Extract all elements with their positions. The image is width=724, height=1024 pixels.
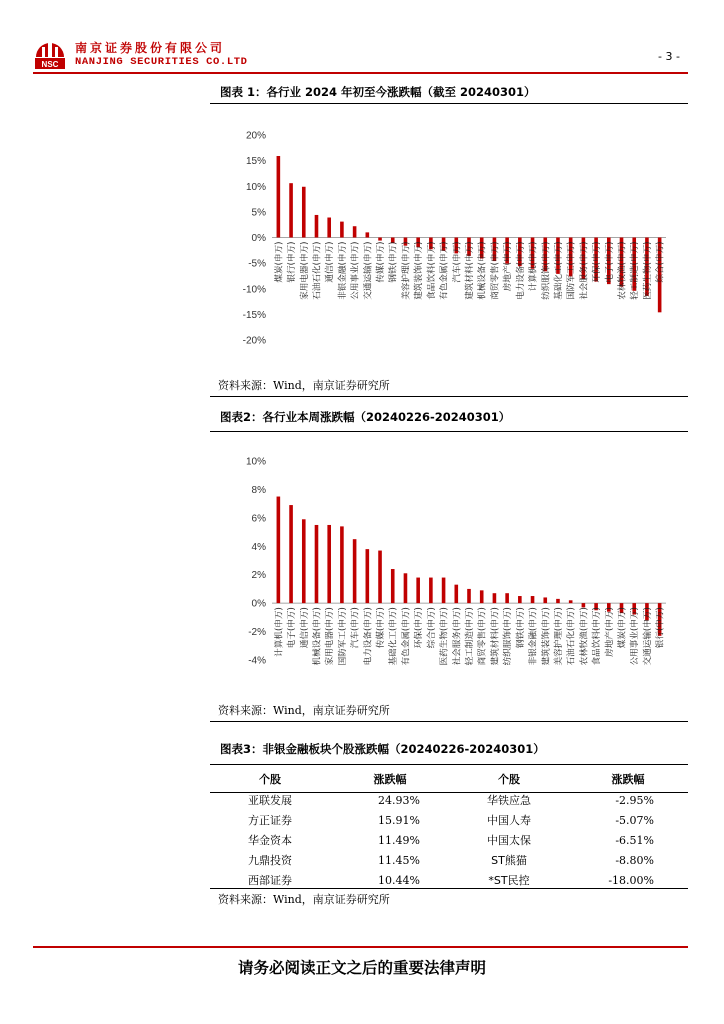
y-tick-label: 6%	[251, 513, 266, 525]
bar	[315, 215, 319, 238]
y-tick-label: 15%	[245, 156, 266, 168]
bar	[378, 238, 382, 241]
category-label: 医药生物(申万)	[439, 607, 450, 666]
category-label: 非银金融(申万)	[337, 241, 348, 300]
bar	[480, 590, 484, 603]
bar	[378, 551, 382, 604]
category-label: 电子(申万)	[604, 241, 615, 283]
category-label: 社会服务(申万)	[452, 607, 463, 666]
category-label: 建筑装饰(申万)	[541, 607, 552, 666]
table-bottom-rule	[210, 888, 688, 889]
figure1-source-rule	[210, 396, 688, 397]
category-label: 汽车(申万)	[452, 241, 463, 283]
change-cell: 10.44%	[378, 873, 420, 887]
category-label: 环保(申万)	[592, 241, 603, 283]
y-tick-label: -2%	[248, 627, 266, 639]
figure3-title: 图表3：非银金融板块个股涨跌幅（20240226-20240301）	[220, 742, 545, 756]
stock-name-cell: 西部证券	[248, 874, 292, 887]
bar	[442, 578, 446, 604]
bar	[493, 593, 497, 603]
category-label: 银行(申万)	[287, 241, 298, 283]
category-label: 传媒(申万)	[376, 607, 387, 649]
bar	[429, 578, 433, 604]
figure1-title: 图表 1：各行业 2024 年初至今涨跌幅（截至 20240301）	[220, 85, 536, 99]
industry-weekly-bar-chart	[210, 450, 688, 695]
bar	[454, 585, 458, 603]
y-tick-label: 4%	[251, 541, 266, 553]
table-row	[210, 790, 688, 810]
table-row	[210, 850, 688, 870]
category-label: 通信(申万)	[325, 241, 336, 283]
bar	[366, 232, 370, 237]
category-label: 有色金属(申万)	[439, 241, 450, 300]
change-cell: 11.49%	[378, 833, 420, 847]
category-label: 基础化工(申万)	[553, 241, 564, 300]
category-label: 计算机(申万)	[274, 607, 285, 657]
category-label: 建筑材料(申万)	[465, 241, 475, 300]
bar	[302, 187, 306, 238]
category-label: 国防军工(申万)	[566, 241, 577, 300]
page-number: - 3 -	[658, 50, 680, 63]
y-tick-label: -4%	[248, 655, 266, 667]
table-header-row	[210, 768, 688, 790]
bar	[327, 525, 331, 603]
bar	[366, 549, 370, 603]
bar	[277, 156, 281, 237]
stock-name-cell: ST熊猫	[491, 854, 527, 867]
category-label: 纺织服饰(申万)	[503, 607, 514, 666]
category-label: 机械设备(申万)	[477, 241, 488, 300]
bar	[467, 589, 471, 603]
category-label: 商贸零售(申万)	[477, 607, 488, 666]
stock-name-cell: 华铁应急	[487, 794, 531, 807]
y-tick-label: -15%	[242, 309, 266, 321]
figure1-title-rule	[210, 103, 688, 104]
bar	[518, 596, 522, 603]
category-label: 通信(申万)	[299, 607, 310, 649]
bar	[543, 597, 547, 603]
footer-rule	[33, 946, 688, 948]
table-row	[210, 870, 688, 890]
figure2-title-rule	[210, 431, 688, 432]
y-tick-label: -20%	[242, 335, 266, 347]
stock-name-cell: 中国人寿	[487, 814, 531, 827]
category-label: 综合(申万)	[426, 607, 437, 649]
y-tick-label: 10%	[245, 456, 266, 468]
category-label: 电力设备(申万)	[363, 607, 374, 666]
y-tick-label: 0%	[251, 598, 266, 610]
bar	[416, 578, 420, 604]
category-label: 银行(申万)	[655, 607, 666, 649]
figure3-source: 资料来源：Wind，南京证券研究所	[218, 893, 390, 906]
stock-name-cell: 方正证券	[248, 814, 292, 827]
change-cell: -18.00%	[608, 873, 654, 887]
category-label: 农林牧渔(申万)	[617, 241, 628, 300]
y-tick-label: 2%	[251, 570, 266, 582]
bar	[531, 596, 535, 603]
bar	[302, 519, 306, 603]
category-label: 有色金属(申万)	[401, 607, 412, 666]
category-label: 煤炭(申万)	[274, 241, 285, 283]
stock-name-cell: 亚联发展	[248, 794, 292, 807]
company-name-en: NANJING SECURITIES CO.LTD	[75, 56, 248, 68]
category-label: 环保(申万)	[414, 607, 425, 649]
category-label: 农林牧渔(申万)	[579, 607, 590, 666]
table-header-cell: 个股	[498, 773, 520, 786]
category-label: 社会服务(申万)	[579, 241, 590, 300]
category-label: 美容护理(申万)	[401, 241, 412, 300]
bar	[353, 226, 357, 237]
table-header-rule	[210, 792, 688, 793]
y-tick-label: 20%	[245, 130, 266, 142]
bar	[315, 525, 319, 603]
category-label: 汽车(申万)	[350, 607, 361, 649]
y-tick-label: 0%	[251, 233, 266, 244]
category-label: 机械设备(申万)	[312, 607, 323, 666]
bar	[289, 183, 293, 237]
category-label: 非银金融(申万)	[528, 607, 539, 666]
change-cell: -2.95%	[615, 793, 654, 807]
bar	[404, 573, 408, 603]
category-label: 公用事业(申万)	[350, 241, 361, 300]
bar	[569, 600, 573, 603]
category-label: 家用电器(申万)	[325, 607, 336, 666]
category-label: 石油石化(申万)	[566, 607, 577, 666]
y-tick-label: 10%	[245, 181, 266, 193]
category-label: 煤炭(申万)	[617, 607, 628, 649]
category-label: 交通运输(申万)	[363, 241, 374, 300]
category-label: 食品饮料(申万)	[426, 241, 437, 300]
y-tick-label: 5%	[251, 207, 266, 219]
table-header-cell: 涨跌幅	[611, 773, 645, 786]
y-tick-label: -5%	[248, 258, 266, 270]
category-label: 房地产(申万)	[604, 607, 615, 657]
category-label: 传媒(申万)	[376, 241, 387, 283]
nsc-logo-icon	[33, 37, 67, 71]
category-label: 轻工制造(申万)	[465, 607, 475, 666]
category-label: 交通运输(申万)	[642, 607, 653, 666]
stock-name-cell: 中国太保	[487, 834, 531, 847]
category-label: 美容护理(申万)	[553, 607, 564, 666]
category-label: 国防军工(申万)	[337, 607, 348, 666]
category-label: 钢铁(申万)	[515, 607, 526, 649]
stock-name-cell: 华金资本	[248, 834, 292, 847]
category-label: 钢铁(申万)	[388, 241, 399, 283]
change-cell: 11.45%	[378, 853, 420, 867]
stock-name-cell: 九鼎投资	[248, 854, 292, 867]
change-cell: -5.07%	[615, 813, 654, 827]
category-label: 电子(申万)	[287, 607, 298, 649]
category-label: 食品饮料(申万)	[592, 607, 603, 666]
change-cell: -8.80%	[615, 853, 654, 867]
category-label: 电力设备(申万)	[515, 241, 526, 300]
table-row	[210, 810, 688, 830]
category-label: 医药生物(申万)	[642, 241, 653, 300]
bar	[353, 539, 357, 603]
y-tick-label: -10%	[242, 284, 266, 296]
category-label: 商贸零售(申万)	[490, 241, 501, 300]
company-logo	[33, 37, 67, 71]
category-label: 石油石化(申万)	[312, 241, 323, 300]
bar	[505, 593, 509, 603]
bar	[340, 526, 344, 603]
legal-notice: 请务必阅读正文之后的重要法律声明	[237, 959, 486, 977]
category-label: 家用电器(申万)	[299, 241, 310, 300]
figure2-source-rule	[210, 721, 688, 722]
category-label: 建筑装饰(申万)	[414, 241, 425, 300]
stock-name-cell: *ST民控	[488, 874, 530, 887]
table-row	[210, 830, 688, 850]
figure2-source: 资料来源：Wind，南京证券研究所	[218, 704, 390, 717]
industry-ytd-bar-chart	[210, 118, 688, 373]
category-label: 纺织服饰(申万)	[541, 241, 552, 300]
change-cell: 24.93%	[378, 793, 420, 807]
bar	[277, 497, 281, 604]
bar	[556, 599, 560, 603]
bar	[289, 505, 293, 603]
change-cell: 15.91%	[378, 813, 420, 827]
category-label: 房地产(申万)	[503, 241, 514, 292]
nonbank-stock-table	[210, 768, 688, 890]
table-header-cell: 涨跌幅	[373, 773, 407, 786]
figure2-title: 图表2：各行业本周涨跌幅（20240226-20240301）	[220, 410, 511, 424]
category-label: 建筑材料(申万)	[490, 607, 501, 666]
bar	[582, 603, 586, 607]
category-label: 计算机(申万)	[528, 241, 539, 292]
category-label: 综合(申万)	[655, 241, 666, 283]
figure1-source: 资料来源：Wind，南京证券研究所	[218, 379, 390, 392]
header-rule	[33, 72, 688, 74]
company-name-cn: 南京证券股份有限公司	[75, 41, 226, 55]
category-label: 公用事业(申万)	[630, 607, 641, 666]
svg-text:NSC: NSC	[41, 60, 59, 69]
change-cell: -6.51%	[615, 833, 654, 847]
figure3-title-rule	[210, 764, 688, 765]
bar	[327, 218, 331, 238]
bar	[391, 569, 395, 603]
table-header-cell: 个股	[259, 773, 281, 786]
category-label: 基础化工(申万)	[388, 607, 399, 666]
bar	[340, 222, 344, 238]
y-tick-label: 8%	[251, 484, 266, 496]
category-label: 轻工制造(申万)	[630, 241, 641, 300]
